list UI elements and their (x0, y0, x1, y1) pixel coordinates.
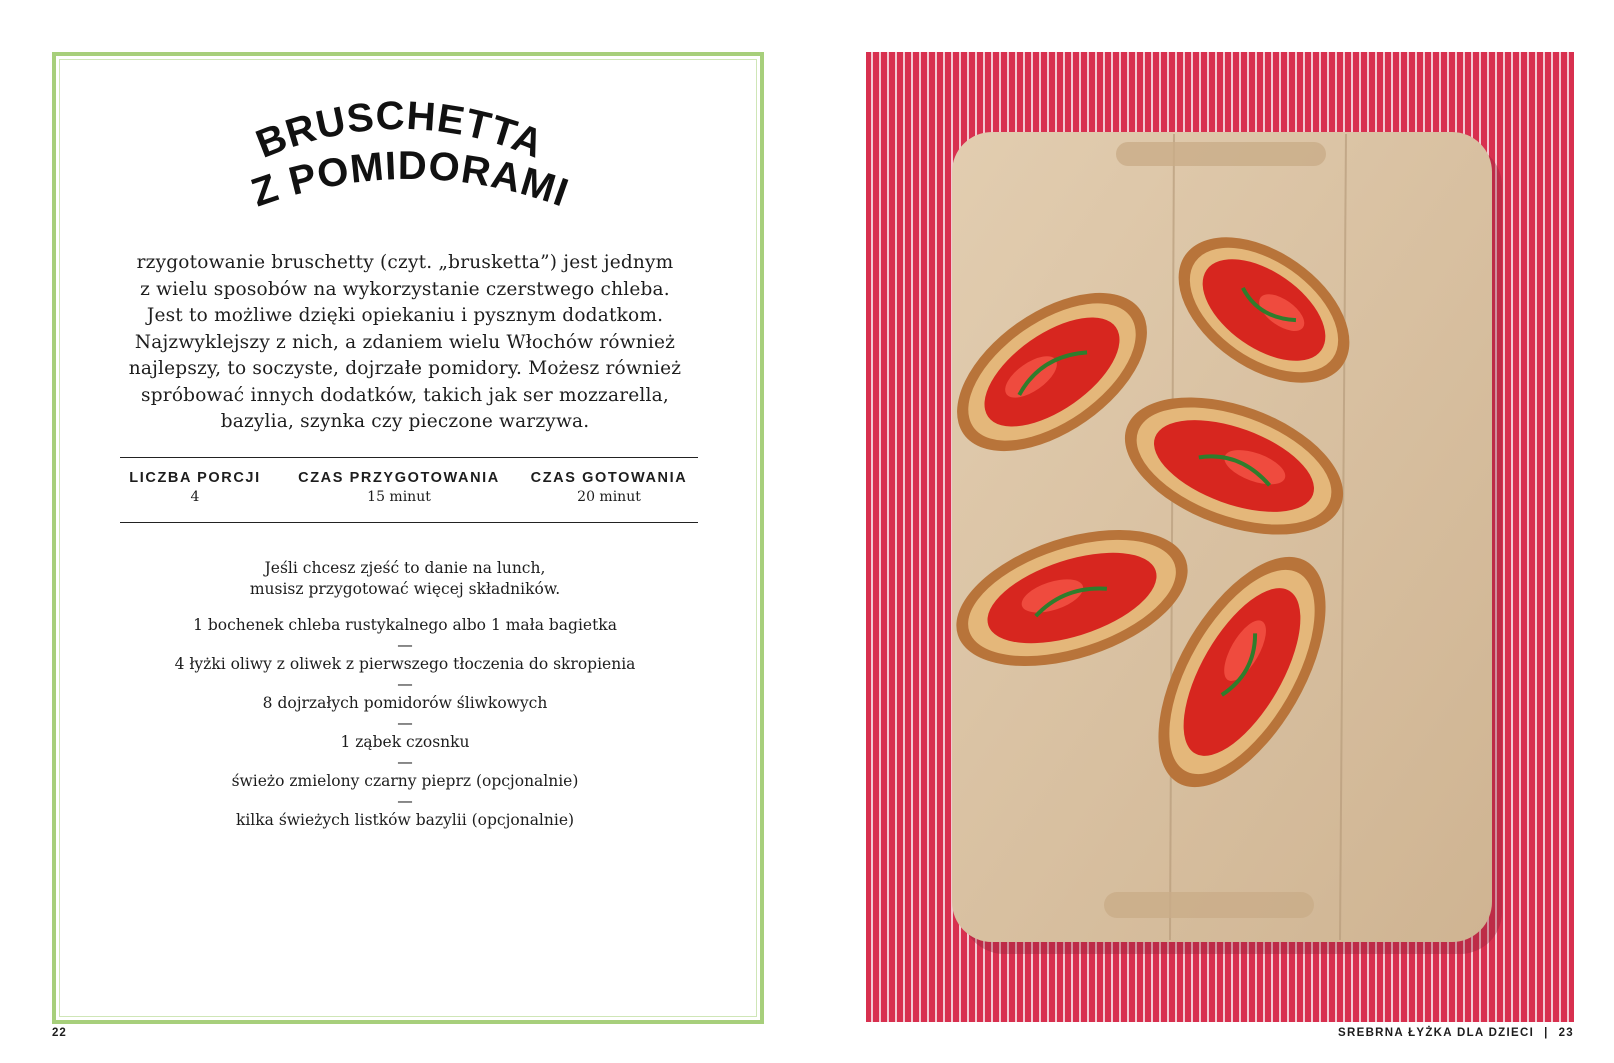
intro-line: najlepszy, to soczyste, dojrzałe pomidory. Możesz również (128, 358, 682, 379)
ingredient-separator: — (397, 713, 413, 732)
ingredient-item: 8 dojrzałych pomidorów śliwkowych (262, 694, 548, 712)
ingredient-separator: — (397, 635, 413, 654)
ingredient-item: 4 łyżki oliwy z oliwek z pierwszego tłoczenia do skropienia (174, 655, 636, 673)
intro-line: z wielu sposobów na wykorzystanie czerstwego chleba. (140, 278, 670, 300)
recipe-intro (110, 250, 700, 436)
ingredient-separator: — (397, 791, 413, 810)
page-number-left: 22 (52, 1027, 67, 1039)
stat-label: CZAS GOTOWANIA (530, 470, 688, 486)
ingredient-separator: — (397, 674, 413, 693)
stats-bottom-rule (120, 522, 698, 523)
ingredient-item: kilka świeżych listków bazylii (opcjonalnie) (235, 811, 575, 829)
stat-value: 20 minut (577, 489, 641, 505)
title-line-2: Z POMIDORAMI (246, 143, 575, 216)
book-title: SREBRNA ŁYŻKA DLA DZIECI (1338, 1027, 1535, 1039)
lunch-note (110, 558, 700, 600)
stat-value: 4 (190, 489, 200, 505)
ingredient-item: świeżo zmielony czarny pieprz (opcjonalnie) (231, 772, 579, 790)
title-line-1: BRUSCHETTA (250, 100, 550, 167)
stat-prep-time (288, 470, 510, 505)
page-number-right: 23 (1558, 1027, 1574, 1039)
board-handle-bottom (1104, 892, 1314, 918)
board-handle-top (1116, 142, 1326, 166)
stat-value: 15 minut (367, 489, 431, 505)
intro-line: Jest to możliwe dzięki opiekaniu i pysznym dodatkom. (146, 305, 664, 326)
bruschetta-photo (866, 52, 1574, 1022)
stat-label: CZAS PRZYGOTOWANIA (298, 470, 500, 486)
stats-top-rule (120, 457, 698, 458)
intro-line: Najzwyklejszy z nich, a zdaniem wielu Włochów również (134, 331, 676, 353)
note-line: musisz przygotować więcej składników. (249, 580, 561, 598)
ingredient-list (110, 616, 700, 831)
footer-divider: | (1544, 1027, 1549, 1039)
ingredient-item: 1 bochenek chleba rustykalnego albo 1 mała bagietka (193, 616, 617, 634)
ingredient-item: 1 ząbek czosnku (340, 733, 470, 751)
note-line: Jeśli chcesz zjeść to danie na lunch, (264, 559, 546, 577)
intro-line: rzygotowanie bruschetty (czyt. „brusketta”) jest jednym (136, 252, 674, 273)
intro-line: spróbować innych dodatków, takich jak ser mozzarella, (141, 384, 669, 406)
ingredient-separator: — (397, 752, 413, 771)
stat-label: LICZBA PORCJI (129, 470, 261, 486)
stat-servings (120, 470, 270, 505)
intro-line: bazylia, szynka czy pieczone warzywa. (220, 411, 590, 432)
stat-cook-time (523, 470, 695, 505)
running-footer (1338, 1027, 1574, 1039)
recipe-title (200, 100, 620, 230)
